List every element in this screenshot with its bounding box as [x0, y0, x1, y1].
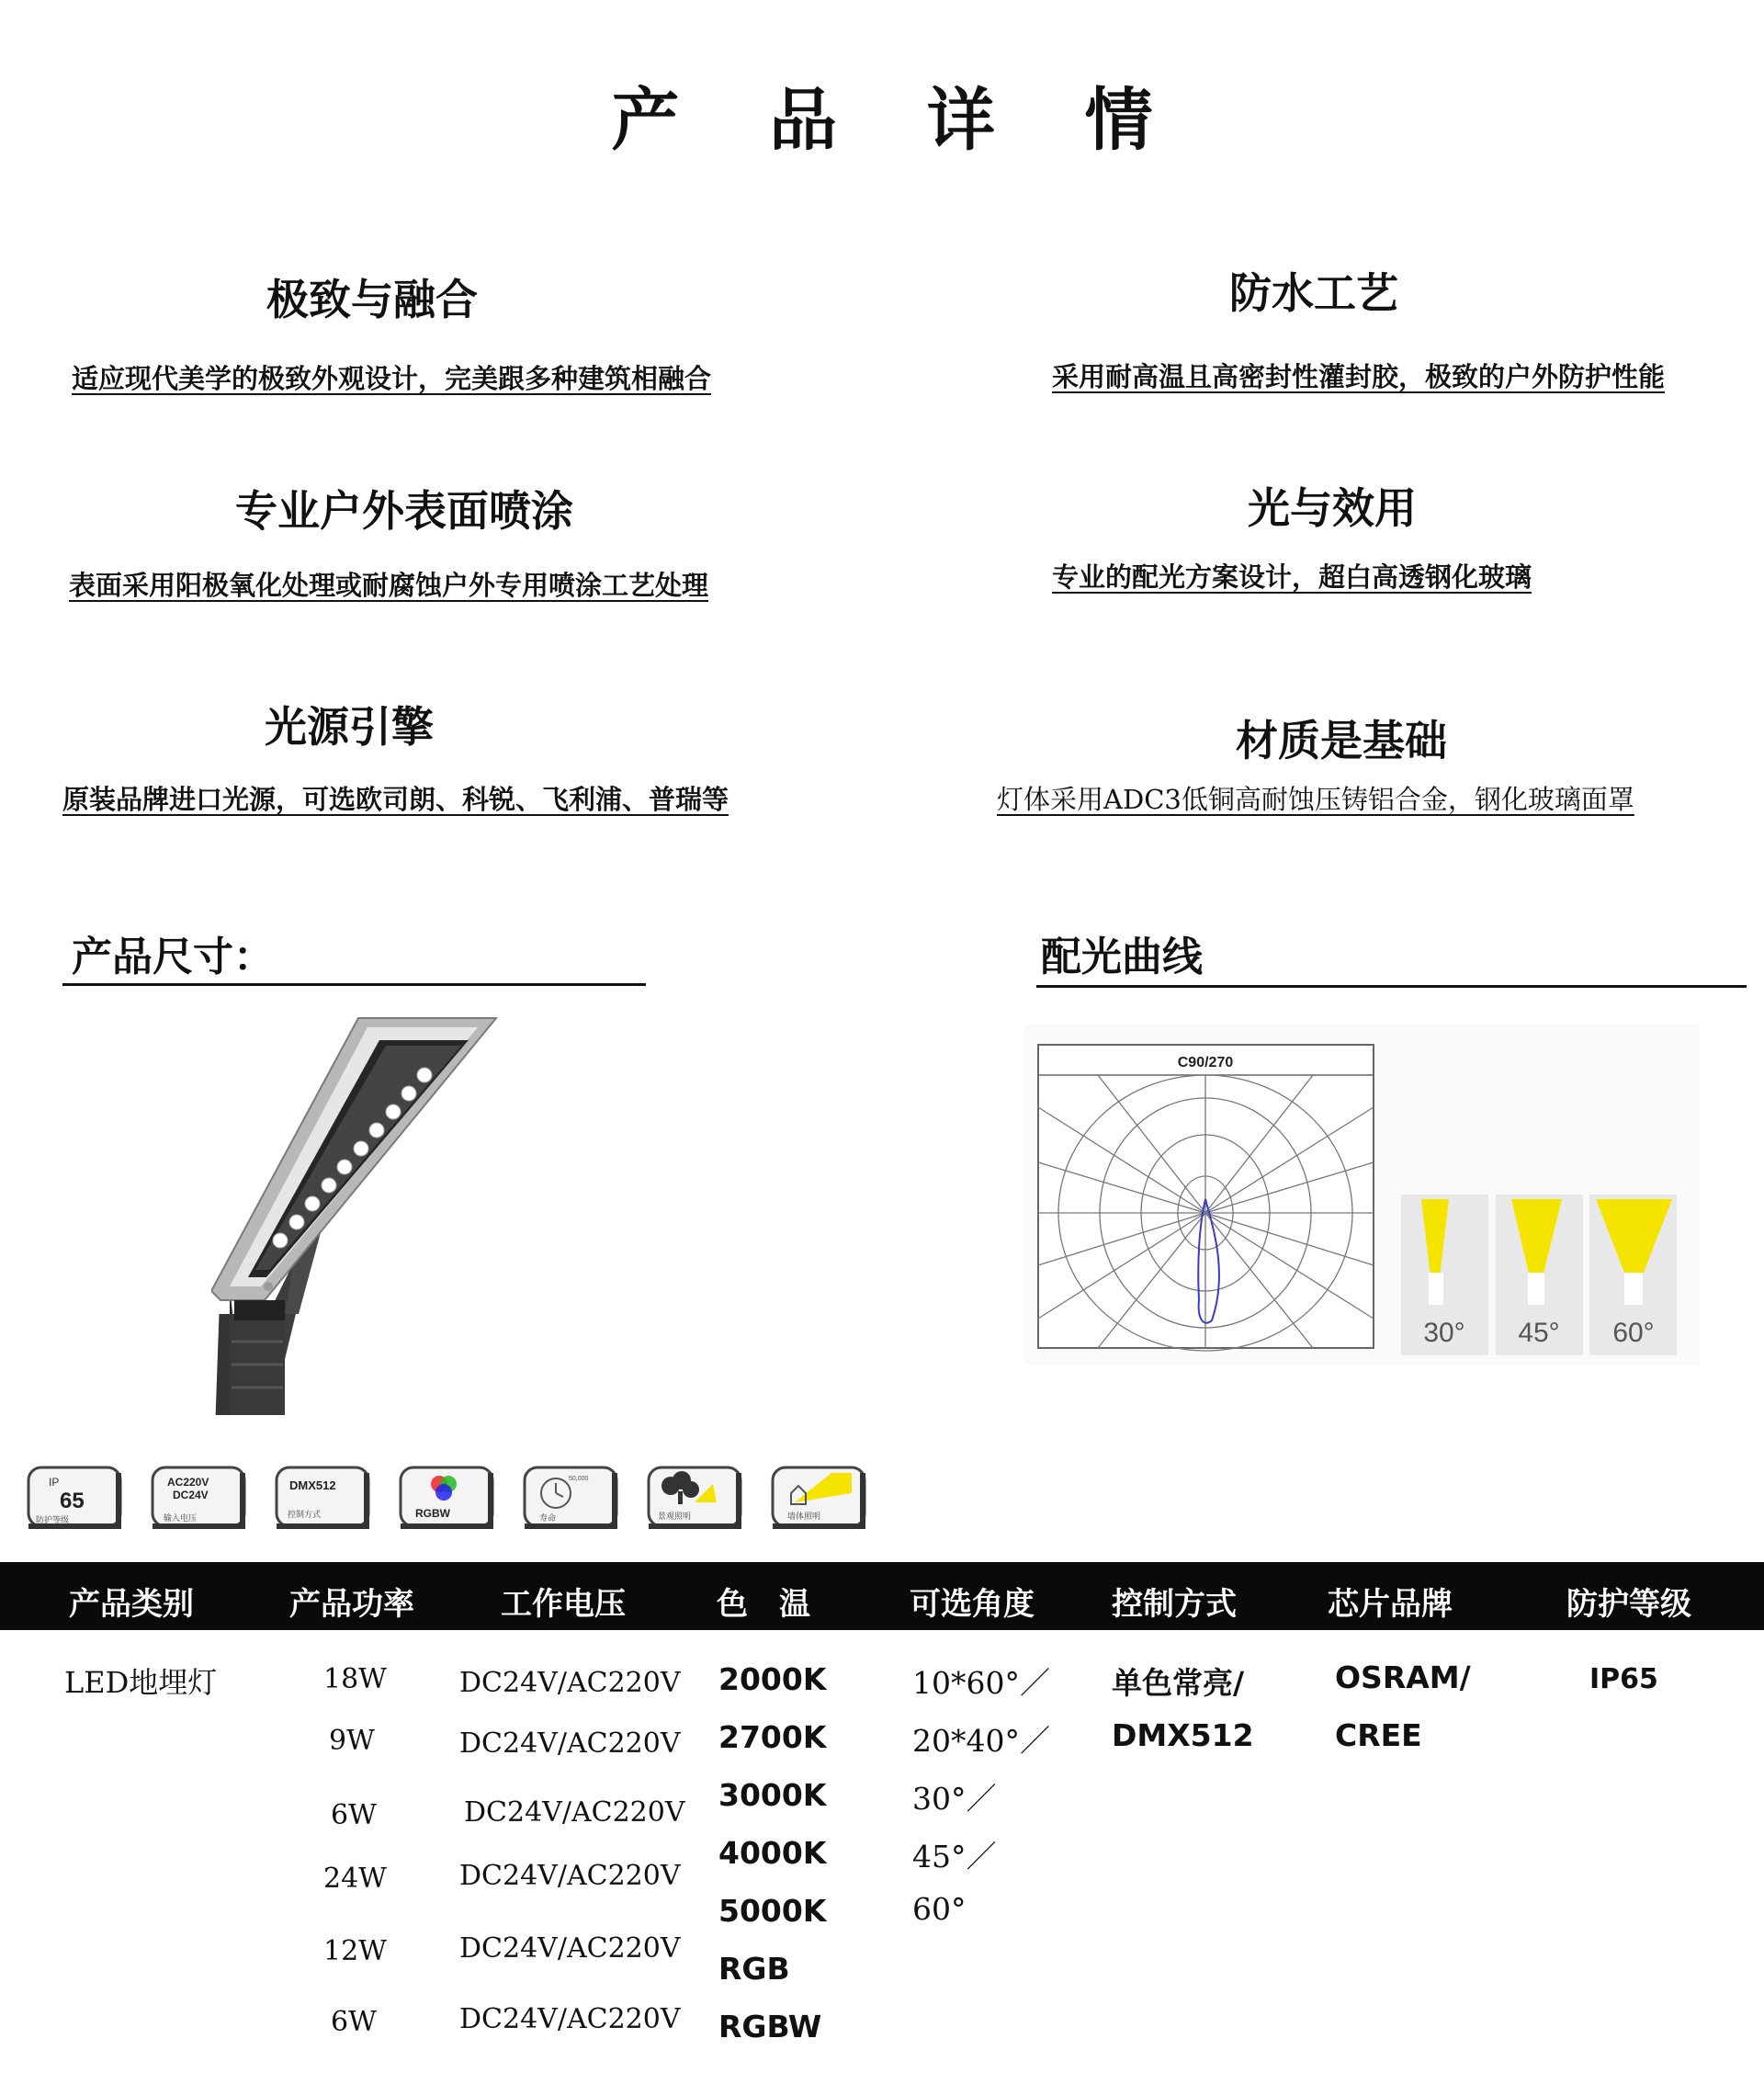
cell-voltage-4: DC24V/AC220V: [459, 1860, 681, 1892]
cell-power-2: 9W: [329, 1725, 375, 1757]
cell-angle-2: 20*40°／: [912, 1723, 1050, 1759]
feature-desc-6: 灯体采用ADC3低铜高耐蚀压铸铝合金，钢化玻璃面罩: [997, 784, 1634, 815]
cell-color-temp-6: RGB: [718, 1951, 790, 1987]
feature-title-3: 光源引擎: [265, 702, 434, 752]
cell-color-temp-1: 2000K: [718, 1661, 827, 1697]
svg-text:50,000: 50,000: [569, 1476, 589, 1482]
cell-power-5: 12W: [323, 1935, 388, 1967]
cell-power-6: 6W: [331, 2006, 377, 2038]
cell-control-2: DMX512: [1112, 1717, 1254, 1753]
header-control: 控制方式: [1112, 1586, 1237, 1623]
cell-voltage-6: DC24V/AC220V: [459, 2003, 681, 2035]
landscape-icon: [643, 1466, 744, 1534]
feature-desc-1: 适应现代美学的极致外观设计，完美跟多种建筑相融合: [72, 363, 712, 394]
header-color-temp: 色 温: [717, 1586, 810, 1623]
svg-text:RGBW: RGBW: [415, 1507, 450, 1520]
curve-section-title: 配光曲线: [1041, 934, 1203, 980]
wall-wash-icon: [767, 1466, 868, 1534]
dmx-icon: [271, 1466, 372, 1534]
size-section-rule: [62, 983, 646, 986]
feature-title-6: 材质是基础: [1236, 716, 1447, 765]
cell-voltage-5: DC24V/AC220V: [459, 1932, 681, 1965]
feature-title-4: 防水工艺: [1229, 268, 1398, 318]
cell-angle-1: 10*60°／: [912, 1665, 1050, 1701]
svg-text:IP: IP: [49, 1476, 60, 1489]
svg-text:控制方式: 控制方式: [288, 1511, 322, 1520]
header-protection: 防护等级: [1566, 1586, 1691, 1623]
cell-angle-4: 45°／: [912, 1839, 997, 1874]
svg-text:防护等级: 防护等级: [36, 1516, 70, 1525]
beam-label-60: 60°: [1612, 1318, 1655, 1348]
cell-chip-1: OSRAM/: [1335, 1659, 1471, 1695]
feature-desc-2: 表面采用阳极氧化处理或耐腐蚀户外专用喷涂工艺处理: [69, 570, 709, 601]
beam-label-45: 45°: [1518, 1318, 1560, 1348]
header-category: 产品类别: [69, 1586, 194, 1623]
curve-label: C90/270: [1177, 1055, 1234, 1070]
cell-chip-2: CREE: [1335, 1717, 1422, 1753]
cell-voltage-3: DC24V/AC220V: [464, 1796, 685, 1829]
svg-text:DMX512: DMX512: [289, 1478, 336, 1492]
svg-text:景观照明: 景观照明: [658, 1512, 692, 1522]
cell-color-temp-5: 5000K: [718, 1893, 827, 1929]
cell-category: LED地埋灯: [64, 1665, 218, 1700]
feature-desc-5: 专业的配光方案设计，超白高透钢化玻璃: [1052, 561, 1532, 593]
feature-title-2: 专业户外表面喷涂: [235, 486, 573, 536]
header-voltage: 工作电压: [501, 1586, 626, 1623]
svg-text:寿命: 寿命: [539, 1514, 557, 1523]
cell-angle-3: 30°／: [912, 1781, 997, 1817]
svg-text:65: 65: [60, 1489, 85, 1513]
rgbw-icon: [395, 1466, 496, 1534]
cell-control-1: 单色常亮/: [1112, 1665, 1245, 1701]
lifetime-icon: [519, 1466, 620, 1534]
header-chip: 芯片品牌: [1328, 1586, 1453, 1623]
cell-power-1: 18W: [323, 1663, 388, 1695]
svg-text:墙体照明: 墙体照明: [787, 1512, 821, 1522]
light-distribution-chart: [1024, 1025, 1700, 1365]
voltage-icon: [147, 1466, 248, 1534]
size-section-title: 产品尺寸：: [72, 934, 274, 980]
svg-text:输入电压: 输入电压: [164, 1514, 198, 1523]
ip65-icon: [23, 1466, 124, 1534]
product-image: [211, 1011, 505, 1424]
feature-title-1: 极致与融合: [266, 275, 478, 324]
feature-desc-3: 原装品牌进口光源，可选欧司朗、科锐、飞利浦、普瑞等: [62, 784, 729, 815]
header-power: 产品功率: [289, 1586, 414, 1623]
curve-section-rule: [1036, 985, 1747, 988]
cell-color-temp-4: 4000K: [718, 1835, 827, 1871]
spec-table-header: [0, 1562, 1764, 1630]
beam-label-30: 30°: [1423, 1318, 1465, 1348]
cell-protection: IP65: [1589, 1663, 1658, 1695]
feature-desc-4: 采用耐高温且高密封性灌封胶，极致的户外防护性能: [1052, 361, 1666, 392]
cell-voltage-2: DC24V/AC220V: [459, 1727, 681, 1760]
svg-text:DC24V: DC24V: [173, 1489, 209, 1501]
cell-power-4: 24W: [323, 1863, 388, 1895]
cell-color-temp-2: 2700K: [718, 1719, 827, 1755]
feature-title-5: 光与效用: [1248, 483, 1417, 533]
header-angle: 可选角度: [910, 1586, 1035, 1623]
page-title: 产 品 详 情: [611, 81, 1186, 160]
cell-angle-5: 60°: [912, 1891, 967, 1927]
cell-color-temp-7: RGBW: [718, 2009, 822, 2044]
cell-voltage-1: DC24V/AC220V: [459, 1667, 681, 1699]
cell-color-temp-3: 3000K: [718, 1777, 827, 1813]
svg-text:AC220V: AC220V: [167, 1476, 209, 1489]
cell-power-3: 6W: [331, 1799, 377, 1831]
